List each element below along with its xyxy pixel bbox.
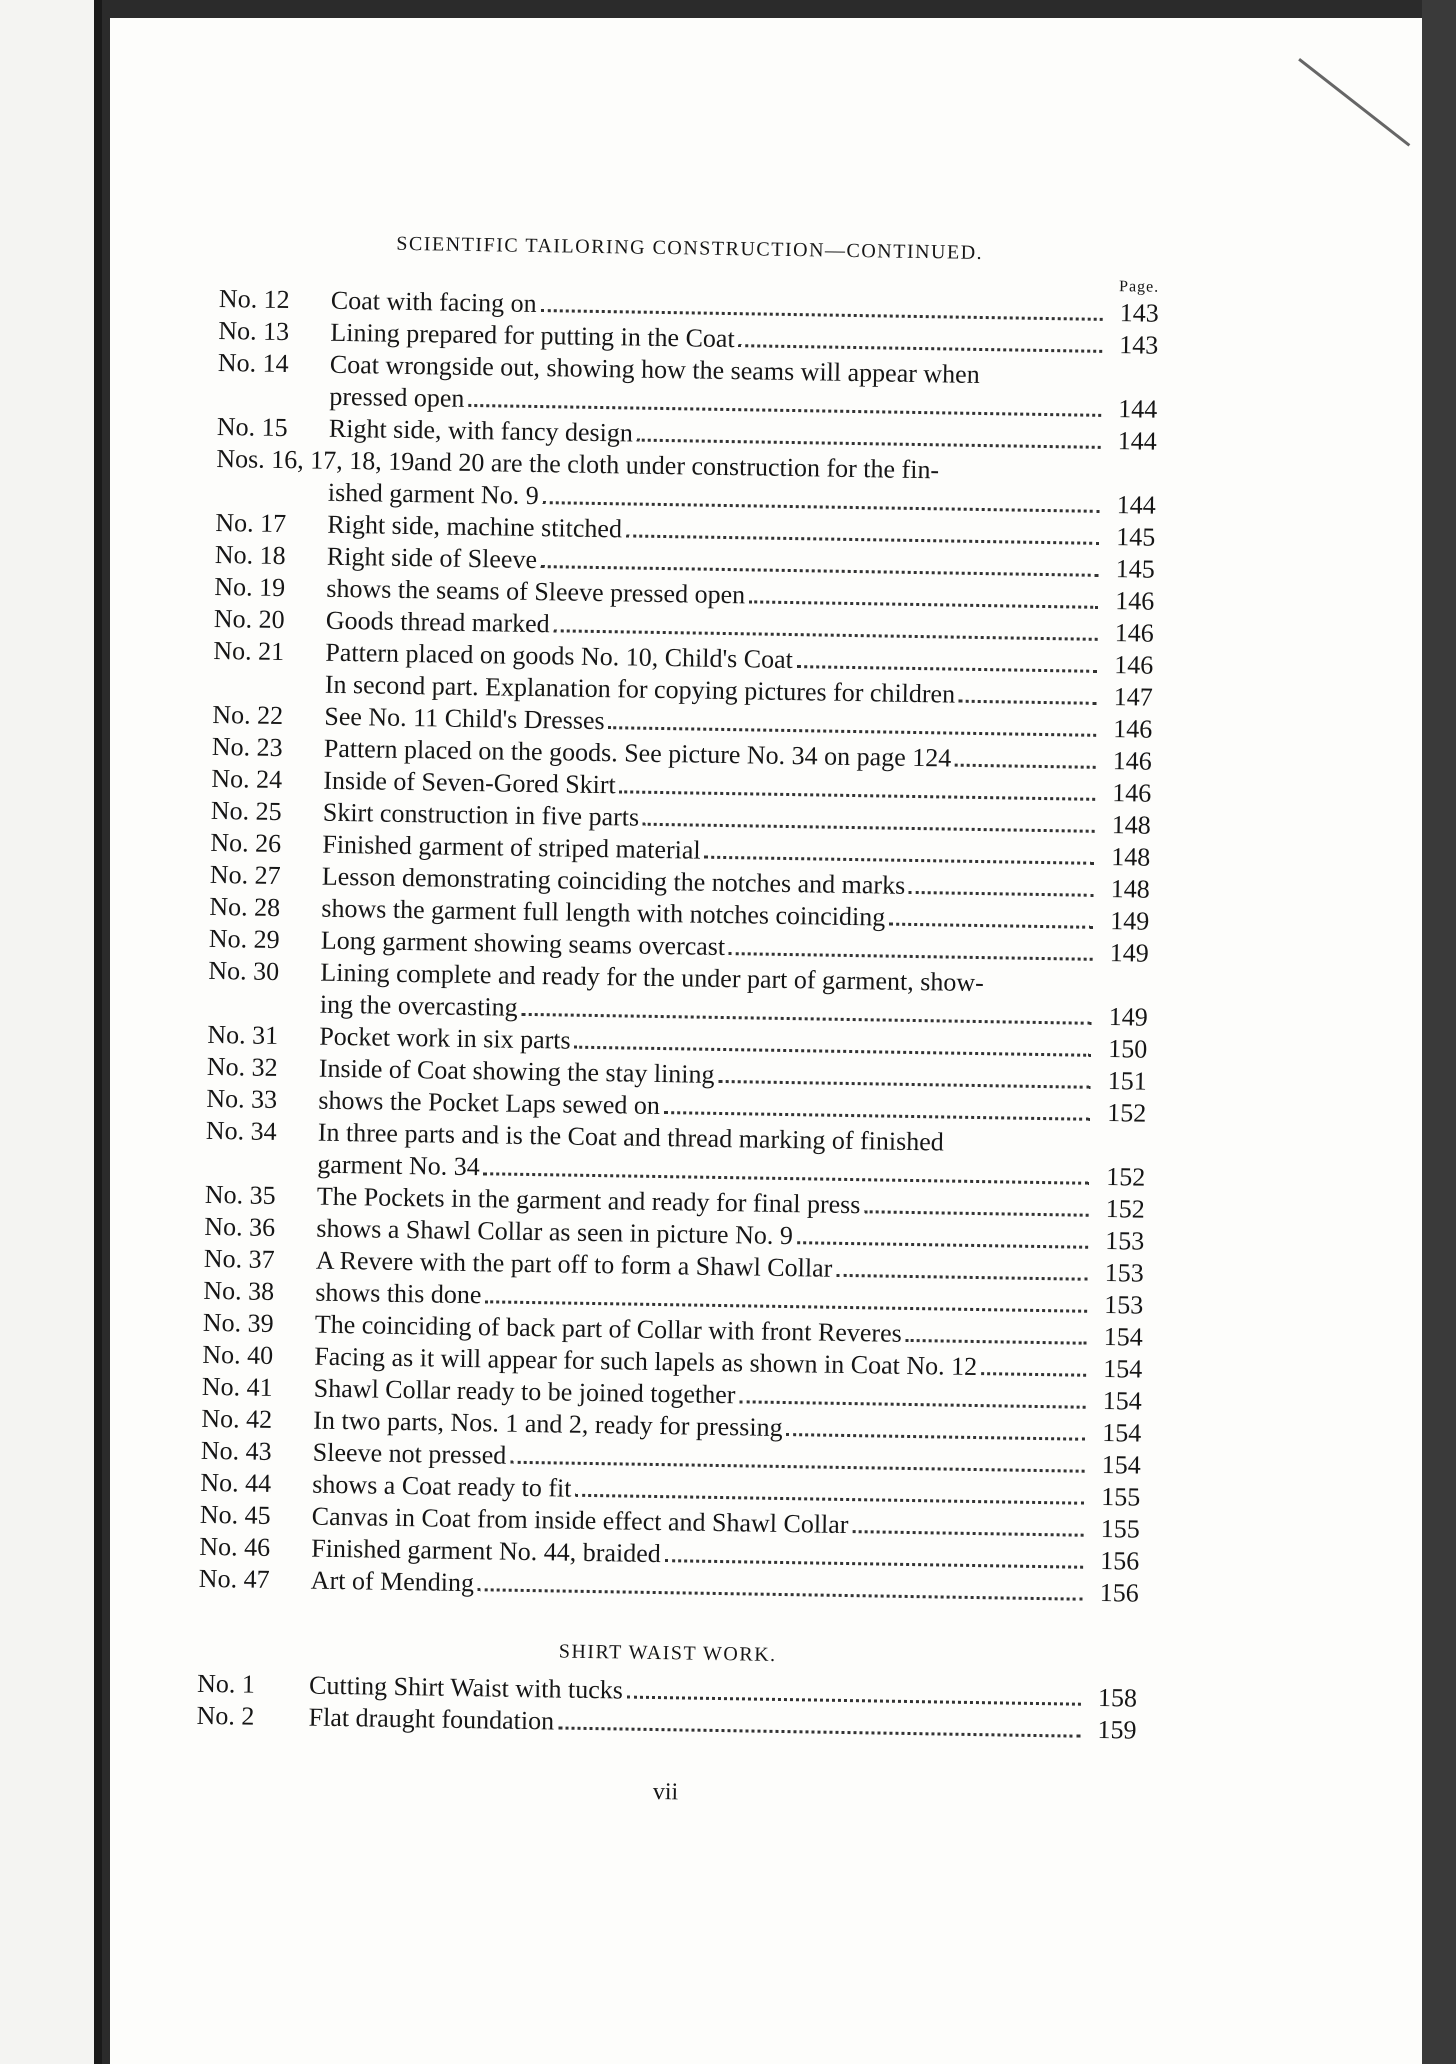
leader-dots [609, 726, 1097, 737]
entry-number: No. 44 [200, 1467, 272, 1498]
entry-text-continued: ished garment No. 9 [327, 477, 539, 511]
entry-page: 153 [1105, 1226, 1145, 1256]
leader-dots [554, 629, 1098, 641]
leader-dots [955, 764, 1096, 769]
entry-text: Cutting Shirt Waist with tucks [308, 1670, 624, 1705]
entry-text: Canvas in Coat from inside effect and Shawl Collar [311, 1501, 849, 1540]
leader-dots [478, 1588, 1083, 1600]
entry-text: Art of Mending [310, 1565, 475, 1598]
leader-dots [718, 1080, 1090, 1089]
leader-dots [889, 923, 1093, 929]
entry-text: In second part. Explanation for copying pictures for children [324, 669, 956, 709]
entry-page: 153 [1104, 1258, 1144, 1288]
leader-dots [665, 1559, 1083, 1569]
leader-dots [749, 600, 1098, 608]
entry-list [199, 283, 1159, 1610]
entry-text: Finished garment No. 44, braided [311, 1533, 661, 1569]
entry-text: Coat with facing on [330, 285, 537, 318]
entry-number: No. 18 [214, 539, 286, 571]
entry-text: Coat wrongside out, showing how the seams will appear when [329, 349, 980, 389]
entry-text: Flat draught foundation [308, 1702, 555, 1736]
section-title: SCIENTIFIC TAILORING CONSTRUCTION—CONTINUED. [396, 232, 984, 264]
entry-page: 158 [1097, 1682, 1138, 1713]
entry-page: 145 [1115, 554, 1156, 584]
leader-dots [797, 665, 1097, 673]
entry-page: 146 [1112, 778, 1152, 808]
leader-dots [981, 1372, 1086, 1377]
entry-number: No. 21 [213, 635, 285, 667]
entry-text: Sleeve not pressed [312, 1437, 507, 1470]
leader-dots [739, 1400, 1085, 1408]
leader-dots [620, 790, 1096, 800]
entry-number: No. 22 [212, 699, 284, 731]
entry-list-shirt-waist [196, 1668, 1137, 1747]
entry-number: No. 47 [198, 1563, 270, 1594]
entry-page: 148 [1110, 874, 1150, 904]
entry-page: 154 [1103, 1322, 1143, 1352]
entry-text: The Pockets in the garment and ready for final press [316, 1181, 861, 1220]
entry-text: shows the Pocket Laps sewed on [318, 1085, 661, 1121]
entry-number: No. 32 [206, 1051, 278, 1083]
entry-page: 149 [1109, 938, 1149, 968]
entry-page: 155 [1100, 1513, 1140, 1544]
entry-number: No. 35 [204, 1179, 276, 1210]
entry-page: 149 [1110, 906, 1150, 936]
leader-dots [797, 1241, 1088, 1249]
right-page-edge [1422, 0, 1456, 2064]
entry-number: No. 46 [199, 1531, 271, 1562]
entry-page: 146 [1114, 650, 1154, 680]
entry-number: No. 31 [207, 1019, 279, 1051]
entry-page: 148 [1111, 842, 1151, 872]
entry-page: 146 [1112, 746, 1152, 776]
entry-text: In two parts, Nos. 1 and 2, ready for pressing [313, 1405, 783, 1442]
leader-dots [852, 1530, 1083, 1537]
entry-text: shows the garment full length with notches coinciding [321, 893, 886, 932]
entry-text: Goods thread marked [325, 605, 550, 639]
entry-text: Right side, machine stitched [327, 509, 623, 544]
entry-page: 153 [1104, 1290, 1144, 1320]
entry-text: A Revere with the part off to form a Shawl Collar [315, 1245, 833, 1283]
entry-text: Lesson demonstrating coinciding the notches and marks [321, 861, 906, 900]
entry-number: No. 20 [213, 603, 285, 635]
leader-dots [836, 1274, 1088, 1281]
entry-page: 152 [1106, 1162, 1146, 1192]
entry-page: 156 [1099, 1577, 1139, 1608]
entry-page: 146 [1115, 586, 1155, 616]
entry-page: 152 [1105, 1194, 1145, 1224]
entry-text: Skirt construction in five parts [322, 797, 640, 832]
entry-text: Pattern placed on the goods. See picture No. 34 on page 124 [323, 733, 952, 773]
entry-page: 144 [1117, 426, 1158, 456]
entry-text: and 20 are the cloth under construction for the fin- [414, 447, 940, 485]
entry-page: 156 [1099, 1545, 1140, 1576]
entry-page: 144 [1118, 394, 1158, 424]
entry-page: 144 [1116, 490, 1157, 520]
entry-number: No. 33 [206, 1083, 278, 1115]
entry-number: No. 2 [196, 1700, 255, 1731]
entry-text: The coinciding of back part of Collar with front Reveres [314, 1309, 902, 1348]
entry-text: Right side, with fancy design [328, 413, 634, 448]
entry-number: No. 13 [218, 315, 290, 347]
entry-number: No. 23 [211, 731, 283, 763]
entry-text: Lining complete and ready for the under part of garment, show- [320, 957, 985, 998]
entry-number: No. 43 [200, 1435, 272, 1466]
entry-number: No. 39 [202, 1307, 274, 1338]
leader-dots [739, 344, 1103, 353]
entry-number: No. 17 [215, 507, 287, 539]
entry-number: No. 25 [210, 795, 282, 827]
entry-page: 145 [1116, 522, 1156, 552]
entry-number: No. 40 [202, 1339, 274, 1370]
leader-dots [906, 1339, 1087, 1345]
leader-dots [637, 439, 1101, 449]
entry-page: 148 [1111, 810, 1151, 840]
entry-page: 143 [1119, 298, 1160, 328]
leader-dots [864, 1210, 1088, 1217]
entry-text: Shawl Collar ready to be joined together [313, 1373, 736, 1410]
leader-dots [543, 501, 1100, 513]
entry-text: shows a Shawl Collar as seen in picture No. 9 [316, 1213, 794, 1251]
leader-dots [522, 1013, 1092, 1025]
leader-dots [643, 823, 1095, 833]
section-title-shirt-waist: SHIRT WAIST WORK. [558, 1640, 777, 1666]
entry-number: No. 36 [204, 1211, 276, 1242]
entry-page: 154 [1101, 1418, 1142, 1448]
entry-text: shows a Coat ready to fit [312, 1469, 572, 1503]
leader-dots [626, 534, 1099, 544]
entry-page: 150 [1108, 1034, 1148, 1064]
page-column-label: Page. [1118, 278, 1160, 296]
entry-text: See No. 11 Child's Dresses [324, 701, 605, 736]
entry-text: Inside of Seven-Gored Skirt [323, 765, 616, 800]
leader-dots [786, 1433, 1085, 1441]
entry-text: shows the seams of Sleeve pressed open [326, 573, 746, 610]
left-page-edge [0, 0, 98, 2064]
entry-number: No. 34 [205, 1115, 277, 1146]
leader-dots [541, 565, 1099, 577]
leader-dots [909, 891, 1094, 897]
entry-page: 146 [1114, 618, 1155, 648]
entry-page: 159 [1097, 1714, 1137, 1745]
entry-number: No. 37 [203, 1243, 275, 1274]
entry-number: No. 14 [217, 347, 289, 379]
entry-text-continued: pressed open [329, 381, 465, 413]
leader-dots [705, 856, 1095, 865]
entry-text: Pocket work in six parts [319, 1021, 571, 1055]
leader-dots [468, 404, 1101, 417]
entry-page: 147 [1113, 682, 1154, 712]
entry-page: 146 [1113, 714, 1153, 744]
entry-text: shows this done [315, 1277, 482, 1310]
leader-dots [541, 309, 1103, 321]
entry-number: No. 27 [209, 859, 281, 891]
entry-page: 154 [1102, 1354, 1143, 1384]
entry-number: No. 24 [211, 763, 283, 795]
entry-number: No. 38 [203, 1275, 275, 1306]
table-of-contents [195, 230, 1160, 1814]
entry-text: Long garment showing seams overcast [320, 925, 726, 962]
entry-number: No. 12 [218, 283, 290, 315]
leader-dots [729, 952, 1093, 961]
leader-dots [959, 700, 1097, 705]
page-number: vii [652, 1778, 679, 1806]
entry-number: No. 41 [201, 1371, 273, 1402]
entry-text: Facing as it will appear for such lapels as shown in Coat No. 12 [314, 1341, 978, 1382]
entry-text: Inside of Coat showing the stay lining [318, 1053, 715, 1089]
leader-dots [664, 1111, 1090, 1121]
leader-dots [485, 1300, 1087, 1312]
entry-page: 154 [1102, 1386, 1142, 1416]
leader-dots [627, 1696, 1081, 1706]
entry-page: 151 [1107, 1066, 1147, 1096]
leader-dots [510, 1461, 1084, 1473]
leader-dots [575, 1494, 1084, 1505]
entry-text: Finished garment of striped material [322, 829, 701, 865]
entry-page: 155 [1100, 1481, 1141, 1512]
entry-number: No. 42 [201, 1403, 273, 1434]
entry-number: No. 1 [196, 1668, 256, 1699]
entry-page: 152 [1107, 1098, 1147, 1128]
entry-page: 149 [1108, 1002, 1148, 1032]
entry-number: No. 19 [214, 571, 286, 603]
entry-text: Pattern placed on goods No. 10, Child's Coat [325, 637, 794, 675]
leader-dots [484, 1172, 1090, 1185]
entry-number: No. 30 [208, 955, 280, 987]
entry-text: Right side of Sleeve [326, 541, 538, 575]
entry-number: No. 29 [208, 923, 280, 955]
entry-number: No. 45 [199, 1499, 271, 1530]
entry-number: No. 28 [209, 891, 281, 923]
entry-number: No. 26 [210, 827, 282, 859]
entry-text-continued: garment No. 34 [317, 1149, 481, 1182]
entry-page: 143 [1119, 330, 1159, 360]
entry-text: Lining prepared for putting in the Coat [330, 317, 735, 354]
leader-dots [574, 1046, 1091, 1057]
leader-dots [558, 1726, 1080, 1737]
entry-number: Nos. 16, 17, 18, 19 [216, 443, 415, 477]
entry-page: 154 [1101, 1450, 1141, 1480]
entry-text: In three parts and is the Coat and thread marking of finished [317, 1117, 944, 1157]
entry-text-continued: ing the overcasting [319, 989, 518, 1022]
binding-shadow [94, 0, 102, 2064]
entry-number: No. 15 [216, 411, 288, 443]
